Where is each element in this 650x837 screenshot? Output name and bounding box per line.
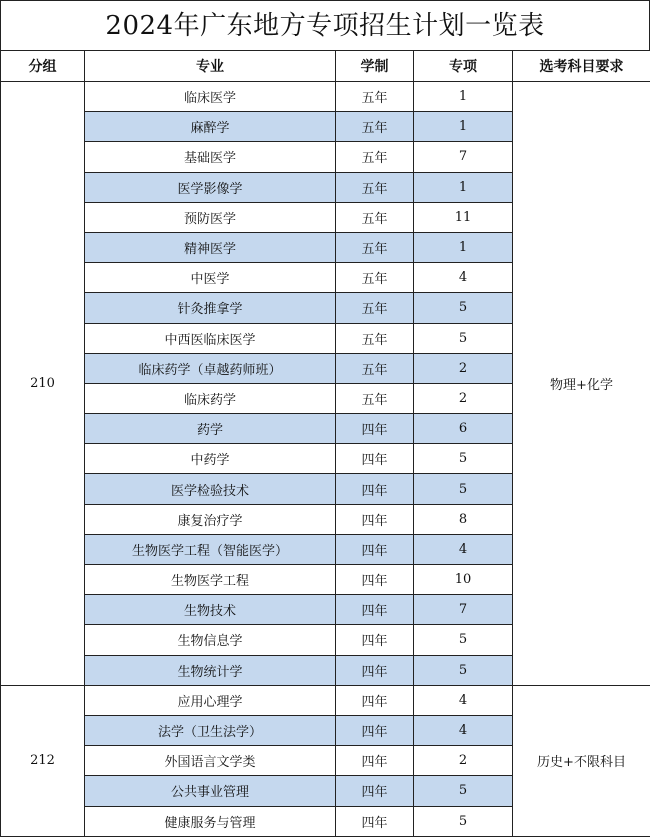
header-row [1,51,650,82]
quota-cell: 5 [414,444,513,474]
major-cell: 医学影像学 [85,172,336,202]
quota-cell: 10 [414,565,513,595]
major-cell: 外国语言文学类 [85,746,336,776]
quota-cell: 8 [414,504,513,534]
header-major: 专业 [85,51,336,82]
quota-cell: 4 [414,715,513,745]
quota-cell: 1 [414,82,513,112]
duration-cell: 五年 [336,353,414,383]
quota-cell: 5 [414,323,513,353]
duration-cell: 五年 [336,202,414,232]
quota-cell: 7 [414,595,513,625]
major-cell: 公共事业管理 [85,776,336,806]
quota-cell: 4 [414,263,513,293]
major-cell: 临床医学 [85,82,336,112]
major-cell: 中医学 [85,263,336,293]
quota-cell: 1 [414,112,513,142]
duration-cell: 五年 [336,112,414,142]
duration-cell: 五年 [336,383,414,413]
quota-cell: 4 [414,534,513,564]
major-cell: 药学 [85,414,336,444]
major-cell: 生物技术 [85,595,336,625]
quota-cell: 5 [414,776,513,806]
major-cell: 临床药学（卓越药师班） [85,353,336,383]
major-cell: 中西医临床医学 [85,323,336,353]
quota-cell: 5 [414,625,513,655]
duration-cell: 四年 [336,444,414,474]
major-cell: 精神医学 [85,232,336,262]
major-cell: 医学检验技术 [85,474,336,504]
quota-cell: 2 [414,353,513,383]
duration-cell: 四年 [336,685,414,715]
quota-cell: 5 [414,806,513,836]
requirement-cell: 物理+化学 [513,82,650,686]
table-row [1,82,650,112]
major-cell: 生物医学工程 [85,565,336,595]
duration-cell: 四年 [336,595,414,625]
duration-cell: 四年 [336,625,414,655]
table-row [1,685,650,715]
major-cell: 临床药学 [85,383,336,413]
major-cell: 法学（卫生法学） [85,715,336,745]
major-cell: 预防医学 [85,202,336,232]
major-cell: 中药学 [85,444,336,474]
header-duration: 学制 [336,51,414,82]
header-group: 分组 [1,51,85,82]
major-cell: 生物医学工程（智能医学） [85,534,336,564]
quota-cell: 6 [414,414,513,444]
duration-cell: 五年 [336,172,414,202]
duration-cell: 五年 [336,232,414,262]
duration-cell: 四年 [336,806,414,836]
major-cell: 基础医学 [85,142,336,172]
duration-cell: 四年 [336,776,414,806]
duration-cell: 四年 [336,504,414,534]
quota-cell: 5 [414,474,513,504]
quota-cell: 7 [414,142,513,172]
duration-cell: 五年 [336,263,414,293]
quota-cell: 11 [414,202,513,232]
duration-cell: 五年 [336,323,414,353]
header-quota: 专项 [414,51,513,82]
table-body [1,82,650,837]
major-cell: 康复治疗学 [85,504,336,534]
duration-cell: 四年 [336,414,414,444]
quota-cell: 2 [414,383,513,413]
duration-cell: 五年 [336,142,414,172]
duration-cell: 四年 [336,746,414,776]
group-id-cell: 212 [1,685,85,836]
page-title: 2024年广东地方专项招生计划一览表 [0,0,650,50]
quota-cell: 5 [414,293,513,323]
duration-cell: 四年 [336,565,414,595]
quota-cell: 4 [414,685,513,715]
major-cell: 麻醉学 [85,112,336,142]
major-cell: 健康服务与管理 [85,806,336,836]
header-requirement: 选考科目要求 [513,51,650,82]
duration-cell: 四年 [336,474,414,504]
major-cell: 应用心理学 [85,685,336,715]
duration-cell: 五年 [336,82,414,112]
plan-table [0,50,650,837]
duration-cell: 四年 [336,655,414,685]
duration-cell: 四年 [336,715,414,745]
group-id-cell: 210 [1,82,85,686]
duration-cell: 五年 [336,293,414,323]
duration-cell: 四年 [336,534,414,564]
major-cell: 生物统计学 [85,655,336,685]
quota-cell: 1 [414,232,513,262]
quota-cell: 5 [414,655,513,685]
quota-cell: 1 [414,172,513,202]
quota-cell: 2 [414,746,513,776]
major-cell: 针灸推拿学 [85,293,336,323]
requirement-cell: 历史+不限科目 [513,685,650,836]
major-cell: 生物信息学 [85,625,336,655]
